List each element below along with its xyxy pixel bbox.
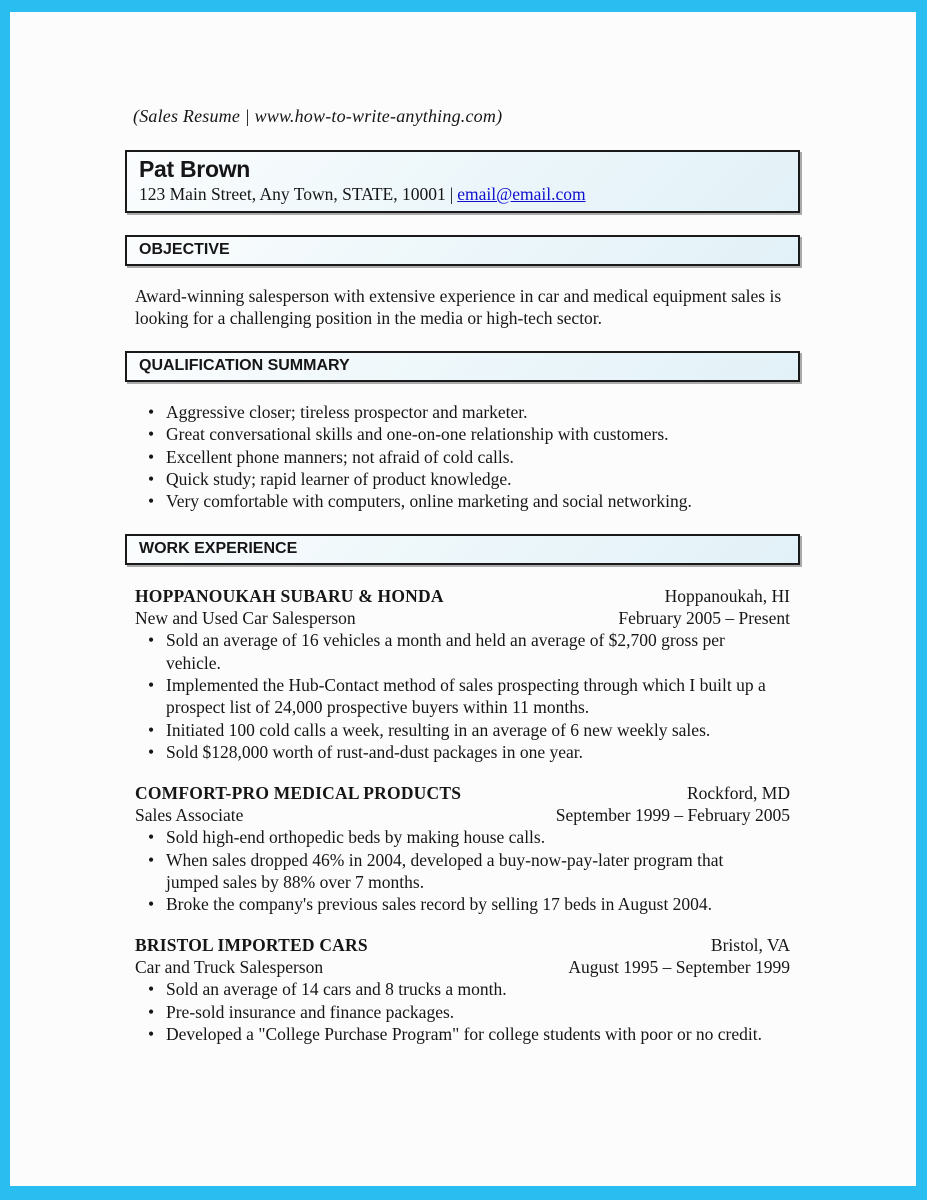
job-bullet: • Pre-sold insurance and finance packages. bbox=[148, 1001, 769, 1023]
job-bullet: • Sold an average of 16 vehicles a month and held an average of $2,700 gross per vehicle. bbox=[148, 629, 769, 674]
job-role-line bbox=[135, 805, 790, 827]
contact-line bbox=[139, 183, 786, 205]
resume-page bbox=[10, 12, 916, 1045]
job-company: COMFORT-PRO MEDICAL PRODUCTS bbox=[135, 783, 462, 804]
job-bullet: • Sold $128,000 worth of rust-and-dust packages in one year. bbox=[148, 741, 769, 763]
job-bullet: • Implemented the Hub-Contact method of sales prospecting through which I built up a prospect list of 24,000 prospective buyers within 11 months. bbox=[148, 674, 769, 719]
job-role-line bbox=[135, 608, 790, 630]
job-bullet: • Developed a "College Purchase Program" for college students with poor or no credit. bbox=[148, 1023, 769, 1045]
job-company-line bbox=[135, 783, 790, 805]
job-dates: February 2005 – Present bbox=[618, 607, 790, 628]
qualification-item: • Aggressive closer; tireless prospector and marketer. bbox=[148, 401, 775, 423]
person-name: Pat Brown bbox=[139, 156, 251, 182]
source-note: (Sales Resume | www.how-to-write-anything.com) bbox=[133, 106, 503, 126]
job-role-line bbox=[135, 957, 790, 979]
job-dates: September 1999 – February 2005 bbox=[555, 804, 790, 825]
job-bullet: • Sold high-end orthopedic beds by making house calls. bbox=[148, 826, 769, 848]
section-header-qualification-summary: QUALIFICATION SUMMARY bbox=[125, 351, 800, 382]
job-role: New and Used Car Salesperson bbox=[135, 607, 356, 628]
qualification-item: • Great conversational skills and one-on-one relationship with customers. bbox=[148, 423, 775, 445]
job-bullet-list bbox=[135, 826, 769, 915]
job-location: Bristol, VA bbox=[710, 935, 790, 956]
job-location: Hoppanoukah, HI bbox=[664, 586, 790, 607]
job-entry bbox=[135, 586, 790, 763]
job-bullet: • When sales dropped 46% in 2004, developed a buy-now-pay-later program that jumped sales by 88% over 7 months. bbox=[148, 849, 769, 894]
job-bullet-list bbox=[135, 629, 769, 763]
job-role: Car and Truck Salesperson bbox=[135, 956, 324, 977]
job-bullet-list bbox=[135, 978, 769, 1045]
qualification-item: • Excellent phone manners; not afraid of cold calls. bbox=[148, 446, 775, 468]
job-company-line bbox=[135, 935, 790, 957]
section-header-objective: OBJECTIVE bbox=[125, 235, 800, 266]
header-box bbox=[125, 150, 800, 213]
job-company-line bbox=[135, 586, 790, 608]
job-bullet: • Broke the company's previous sales record by selling 17 beds in August 2004. bbox=[148, 893, 769, 915]
email-link[interactable]: email@email.com bbox=[457, 184, 586, 204]
section-header-work-experience: WORK EXPERIENCE bbox=[125, 534, 800, 565]
job-company: BRISTOL IMPORTED CARS bbox=[135, 935, 368, 956]
qualification-item: • Very comfortable with computers, online marketing and social networking. bbox=[148, 490, 775, 512]
qualification-list bbox=[135, 401, 775, 512]
job-entry bbox=[135, 783, 790, 915]
job-bullet: • Sold an average of 14 cars and 8 trucks a month. bbox=[148, 978, 769, 1000]
job-location: Rockford, MD bbox=[686, 783, 790, 804]
job-bullet: • Initiated 100 cold calls a week, resulting in an average of 6 new weekly sales. bbox=[148, 719, 769, 741]
job-role: Sales Associate bbox=[135, 804, 244, 825]
objective-text: Award-winning salesperson with extensive experience in car and medical equipment sales is looking for a challenging position in the media or high-tech sector. bbox=[135, 286, 782, 328]
job-entry bbox=[135, 935, 790, 1045]
job-dates: August 1995 – September 1999 bbox=[568, 956, 790, 977]
address-text: 123 Main Street, Any Town, STATE, 10001 bbox=[139, 184, 446, 204]
job-company: HOPPANOUKAH SUBARU & HONDA bbox=[135, 586, 444, 607]
qualification-item: • Quick study; rapid learner of product knowledge. bbox=[148, 468, 775, 490]
contact-separator: | bbox=[449, 184, 454, 204]
